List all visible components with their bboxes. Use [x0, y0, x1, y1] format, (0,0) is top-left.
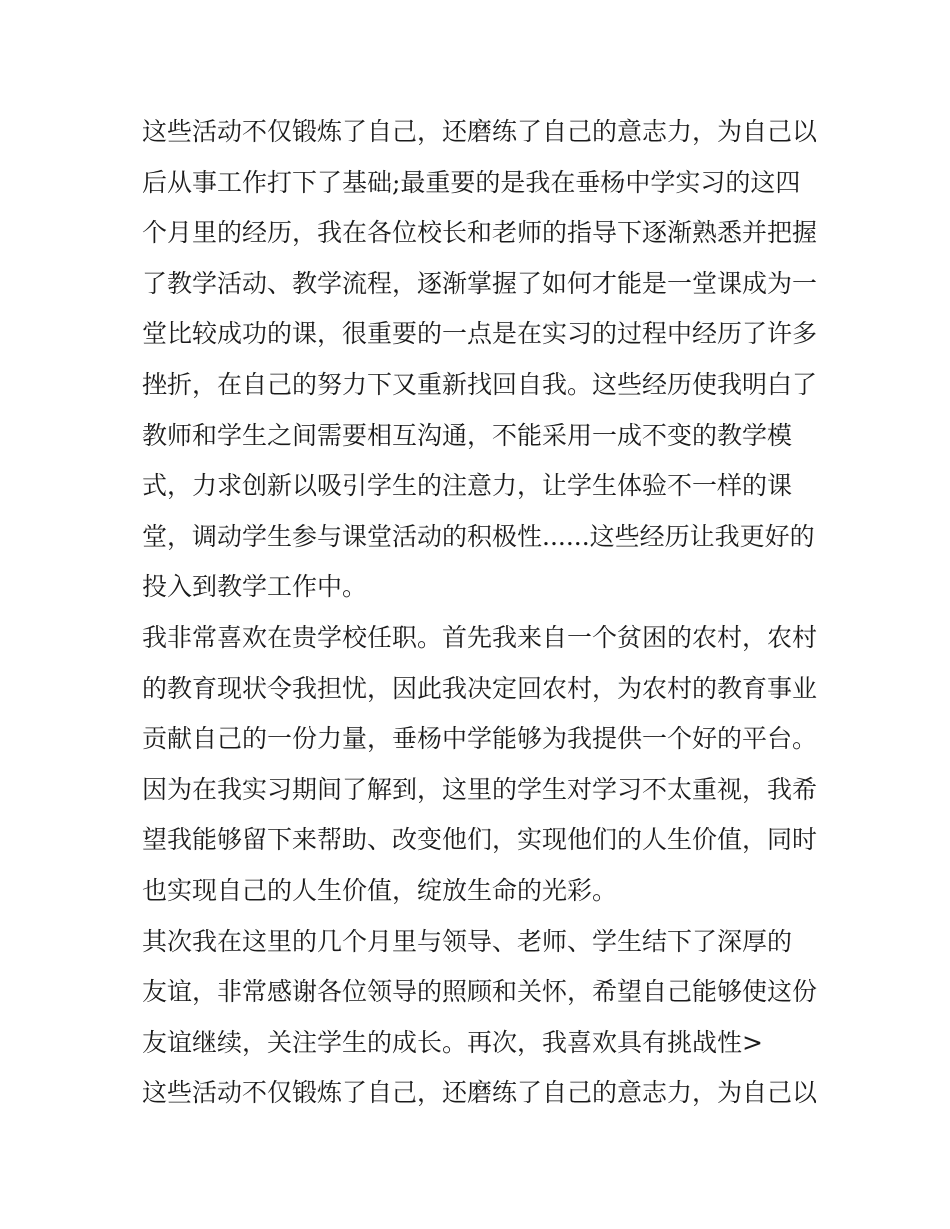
- text-line-8: 式，力求创新以吸引学生的注意力，让学生体验不一样的课: [142, 471, 793, 501]
- text-line-5: 堂比较成功的课，很重要的一点是在实习的过程中经历了许多: [142, 319, 818, 349]
- document-body: [142, 107, 822, 1119]
- text-line-11: 我非常喜欢在贵学校任职。首先我来自一个贫困的农村，农村: [142, 622, 818, 652]
- text-line-2: 后从事工作打下了基础;最重要的是我在垂杨中学实习的这四: [142, 167, 801, 197]
- text-line-18: 友谊，非常感谢各位领导的照顾和关怀，希望自己能够使这份: [142, 977, 818, 1007]
- text-line-7: 教师和学生之间需要相互沟通，不能采用一成不变的教学模: [142, 420, 793, 450]
- text-line-17: 其次我在这里的几个月里与领导、老师、学生结下了深厚的: [142, 926, 793, 956]
- text-line-6: 挫折，在自己的努力下又重新找回自我。这些经历使我明白了: [142, 369, 818, 399]
- text-line-15: 望我能够留下来帮助、改变他们，实现他们的人生价值，同时: [142, 825, 818, 855]
- text-line-19: 友谊继续，关注学生的成长。再次，我喜欢具有挑战性>: [142, 1027, 763, 1057]
- text-line-4: 了教学活动、教学流程，逐渐掌握了如何才能是一堂课成为一: [142, 268, 818, 298]
- text-line-16: 也实现自己的人生价值，绽放生命的光彩。: [142, 875, 618, 905]
- text-line-10: 投入到教学工作中。: [142, 572, 368, 602]
- text-line-1: 这些活动不仅锻炼了自己，还磨练了自己的意志力，为自己以: [142, 117, 818, 146]
- text-line-14: 因为在我实习期间了解到，这里的学生对学习不太重视，我希: [142, 774, 818, 804]
- text-line-20: 这些活动不仅锻炼了自己，还磨练了自己的意志力，为自己以: [142, 1078, 818, 1108]
- text-line-12: 的教育现状令我担忧，因此我决定回农村，为农村的教育事业: [142, 673, 818, 703]
- text-line-13: 贡献自己的一份力量，垂杨中学能够为我提供一个好的平台。: [142, 724, 818, 754]
- text-line-9: 堂，调动学生参与课堂活动的积极性......这些经历让我更好的: [142, 521, 815, 551]
- text-line-3: 个月里的经历，我在各位校长和老师的指导下逐渐熟悉并把握: [142, 218, 818, 248]
